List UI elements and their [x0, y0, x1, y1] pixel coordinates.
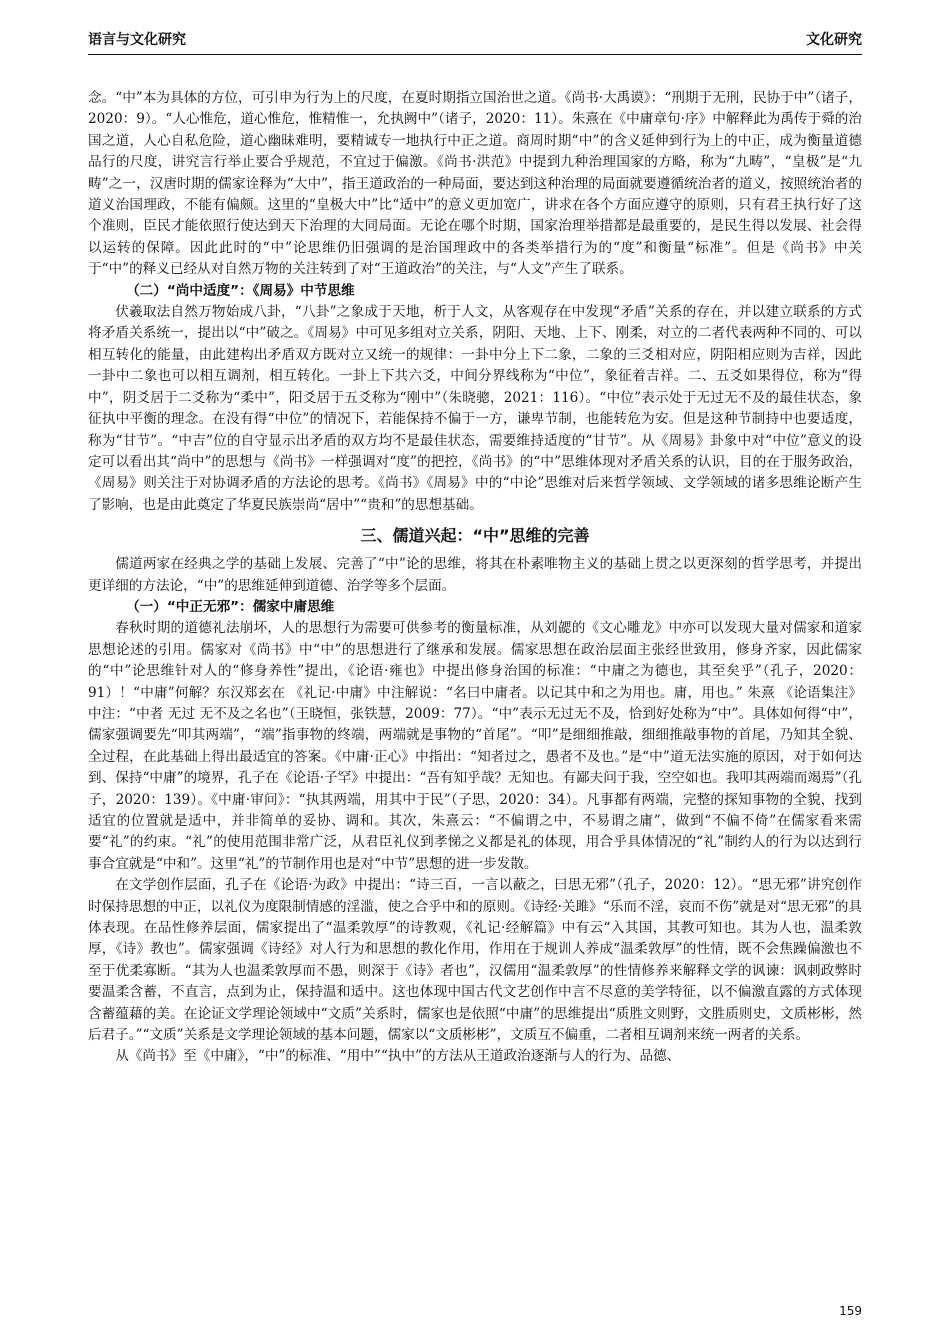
subsection-heading-zhouyi: （二）“尚中适度”：《周易》中节思维: [126, 282, 355, 299]
body-paragraph-4: 春秋时期的道德礼法崩坏，人的思想行为需要可供参考的衡量标准，从刘勰的《文心雕龙》中亦可以发现大量对儒家和道家思想论述的引用。儒家对《尚书》中“中”的思想进行了继承和发展。儒家思想在政治层面主张经世致用，修身齐家，因此儒家的“中”论思维针对人的“修身养性”提出，《论语·雍也》中提出修身治国的标准：“中庸之为德也，其至矣乎”（孔子，2020：91）！“中庸”何解？东汉郑玄在 《礼记·中庸》中注解说：“名曰中庸者。以记其中和之为用也。庸，用也。” 朱熹 《论语集注》中注：“中者 无过 无不及之名也”（王晓恒，张铁慧，2009：77）。“中”表示无过无不及，恰到好处称为“中”。具体如何得“中”，儒家强调要先“叩其两端”，“端”指事物的终端，两端就是事物的“首尾”。“叩”是细细推敲，细细推敲事物的首尾，乃知其全貌、全过程，在此基础上得出最适宜的答案。《中庸·正心》中指出：“知者过之，愚者不及也。”是“中”道无法实施的原因，对于如何达到、保持“中庸”的境界，孔子在《论语·子罕》中提出：“吾有知乎哉？无知也。有鄙夫问于我，空空如也。我叩其两端而竭焉”（孔子，2020：139）。《中庸·审问》：“执其两端，用其中于民”（子思，2020：34）。凡事都有两端，完整的探知事物的全貌，找到适宜的位置就是适中，并非简单的妥协、调和。其次，朱熹云：“不偏谓之中，不易谓之庸”，做到“不偏不倚”在儒家看来需要“礼”的约束。“礼”的使用范围非常广泛，从君臣礼仪到孝悌之义都是礼的体现，用合乎具体情况的“礼”制约人的行为以达到行事合宜就是“中和”。这里“礼”的节制作用也是对“中节”思想的进一步发散。: [88, 620, 862, 872]
body-paragraph-1: 念。“中”本为具体的方位，可引申为行为上的尺度，在夏时期指立国治世之道。《尚书·大禹谟》：“刑期于无刑，民协于中”（诸子，2020：9）。“人心惟危，道心惟危，惟精惟一，允执阙中”（诸子，2020：11）。朱熹在《中庸章句·序》中解释此为禹传于舜的治国之道，人心自私危险，道心幽昧难明，要精诚专一地执行中正之道。商周时期“中”的含义延伸到行为上的中正，成为衡量道德品行的尺度，讲究言行举止要合乎规范，不宜过于偏激。《尚书·洪范》中提到九种治理国家的方略，称为“九畴”，“皇极”是“九畴”之一，汉唐时期的儒家诠释为“大中”，指王道政治的一种局面，要达到这种治理的局面就要遵循统治者的道义，按照统治者的道义治国理政，不能有偏颇。这里的“皇极大中”比“适中”的意义更加宽广，讲求在各个方面应遵守的原则，只有君王执行好了这个准则，臣民才能依照行使达到天下治理的大同局面。无论在哪个时期，国家治理举措都是最重要的，是民生得以发展、社会得以运转的保障。因此此时的“中”论思维仍旧强调的是治国理政中的各类举措行为的“度”和衡量“标准”。但是《尚书》中关于“中”的释义已经从对自然万物的关注转到了对“王道政治”的关注，与“人文”产生了联系。: [88, 90, 862, 278]
page-number: 159: [839, 1304, 862, 1318]
body-paragraph-3: 儒道两家在经典之学的基础上发展、完善了“中”论的思维，将其在朴素唯物主义的基础上贯之以更深刻的哲学思考，并提出更详细的方法论，“中”的思维延伸到道德、治学等多个层面。: [88, 556, 862, 594]
journal-title: 语言与文化研究: [88, 32, 186, 48]
article-body: [88, 88, 862, 1294]
section-heading-three: 三、儒道兴起：“中”思维的完善: [360, 526, 590, 546]
body-paragraph-6: 从《尚书》至《中庸》，“中”的标准、“用中”“执中”的方法从王道政治逐渐与人的行为、品德、: [115, 1048, 681, 1065]
body-paragraph-5: 在文学创作层面，孔子在《论语·为政》中提出：“诗三百，一言以蔽之，曰思无邪”（孔子，2020：12）。“思无邪”讲究创作时保持思想的中正，以礼仪为度限制情感的淫滥，使之合乎中和的原则。《诗经·关雎》“乐而不淫，哀而不伤”就是对“思无邪”的具体表现。在品性修养层面，儒家提出了“温柔敦厚”的诗教观，《礼记·经解篇》中有云“入其国，其教可知也。其为人也，温柔敦厚，《诗》教也”。儒家强调《诗经》对人行为和思想的教化作用，作用在于规训人养成“温柔敦厚”的性情，既不会焦躁偏激也不至于优柔寡断。“其为人也温柔敦厚而不愚，则深于《诗》者也”，汉儒用“温柔敦厚”的性情修养来解释文学的讽谏：讽刺政弊时要温柔含蓄，不直言，点到为止，保持温和适中。这也体现中国古代文艺创作中言不尽意的美学特征，以不偏激直露的方式体现含蓄蕴藉的美。在论证文学理论领域中“文质”关系时，儒家也是依照“中庸”的思维提出“质胜文则野，文胜质则史，文质彬彬，然后君子。”“文质”关系是文学理论领域的基本问题，儒家以“文质彬彬”，文质互不偏重，二者相互调剂来统一两者的关系。: [88, 877, 862, 1044]
section-title: 文化研究: [806, 32, 862, 48]
subsection-heading-confucian: （一）“中正无邪”：儒家中庸思维: [126, 598, 335, 615]
running-header: [88, 26, 862, 55]
body-paragraph-2: 伏羲取法自然万物始成八卦，“八卦”之象成于天地，析于人文，从客观存在中发现“矛盾”关系的存在，并以建立联系的方式将矛盾关系统一，提出以“中”破之。《周易》中可见多组对立关系，阴阳、天地、上下、刚柔，对立的二者代表两种不同的、可以相互转化的能量，由此建构出矛盾双方既对立又统一的规律：一卦中分上下二象，二象的三爻相对应，阴阳相应则为吉祥，因此一卦中二象也可以相互调剂，相互转化。一卦上下共六爻，中间分界线称为“中位”，象征着吉祥。二、五爻如果得位，称为“得中”，阴爻居于二爻称为“柔中”，阳爻居于五爻称为“刚中”（朱晓骢，2021：116）。“中位”表示处于无过无不及的最佳状态，象征执中平衡的理念。在没有得“中位”的情况下，若能保持不偏于一方，谦卑节制，也能转危为安。但是这种节制持中也要适度，称为“甘节”。“中吉”位的自守显示出矛盾的双方均不是最佳状态，需要维持适度的“甘节”。从《周易》卦象中对“中位”意义的设定可以看出其“尚中”的思想与《尚书》一样强调对“度”的把控，《尚书》的“中”思维体现对矛盾关系的认识，目的在于服务政治，《周易》则关注于对协调矛盾的方法论的思考。《尚书》《周易》中的“中论”思维对后来哲学领域、文学领域的诸多思维论断产生了影响，也是由此奠定了华夏民族崇尚“居中”“贵和”的思想基础。: [88, 304, 862, 513]
